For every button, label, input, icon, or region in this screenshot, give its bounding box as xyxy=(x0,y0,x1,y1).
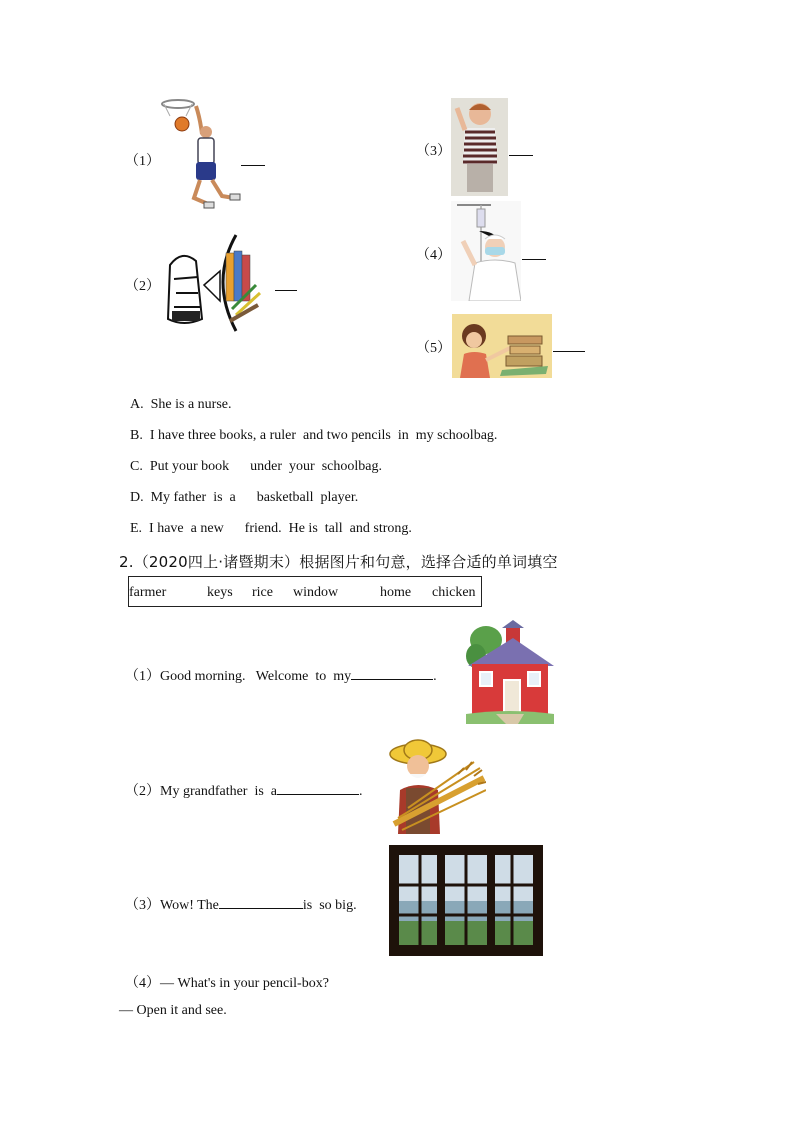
item-4-label: （4） xyxy=(416,248,451,263)
question-1-end: . xyxy=(433,669,437,684)
basketball-player-image xyxy=(156,98,242,214)
question-4-answer: — Open it and see. xyxy=(119,1003,227,1018)
word-rice: rice xyxy=(252,585,273,600)
girl-books-image xyxy=(452,314,552,378)
schoolbag-image xyxy=(162,231,268,333)
question-2-label: （2） xyxy=(125,784,160,799)
question-1-blank[interactable] xyxy=(351,667,433,680)
word-chicken: chicken xyxy=(432,585,476,600)
question-4 xyxy=(125,972,329,992)
question-2-blank[interactable] xyxy=(277,782,359,795)
question-4-label: （4） xyxy=(125,976,160,991)
question-1 xyxy=(125,665,437,685)
item-5-blank[interactable] xyxy=(553,351,585,352)
question-2-text: My grandfather is a xyxy=(160,784,278,799)
question-1-label: （1） xyxy=(125,669,160,684)
window-image xyxy=(389,845,543,956)
word-keys: keys xyxy=(207,585,233,600)
question-1-text: Good morning. Welcome to my xyxy=(160,669,352,684)
item-3-blank[interactable] xyxy=(509,155,533,156)
item-4-blank[interactable] xyxy=(522,259,546,260)
question-2 xyxy=(125,780,363,800)
question-3-text: Wow! The xyxy=(160,898,219,913)
word-bank xyxy=(128,576,482,607)
section-2-heading: 2.（2020四上·诸暨期末）根据图片和句意，选择合适的单词填空 xyxy=(119,553,558,571)
word-home: home xyxy=(380,585,412,600)
option-e: E. I have a new friend. He is tall and strong. xyxy=(130,521,412,536)
item-1-blank[interactable] xyxy=(241,165,265,166)
word-farmer: farmer xyxy=(129,585,167,600)
house-image xyxy=(466,620,554,724)
item-5-label: （5） xyxy=(416,341,451,356)
item-1-label: （1） xyxy=(125,154,160,169)
word-window: window xyxy=(293,585,339,600)
question-3-end: is so big. xyxy=(302,898,357,913)
option-a: A. She is a nurse. xyxy=(130,397,232,412)
question-4-text: — What's in your pencil-box? xyxy=(160,976,329,991)
question-3 xyxy=(125,894,357,914)
item-3-label: （3） xyxy=(416,144,451,159)
question-3-label: （3） xyxy=(125,898,160,913)
nurse-photo xyxy=(451,201,521,301)
option-b: B. I have three books, a ruler and two pencils in my schoolbag. xyxy=(130,428,498,443)
option-c: C. Put your book under your schoolbag. xyxy=(130,459,382,474)
item-2-label: （2） xyxy=(125,279,160,294)
item-2-blank[interactable] xyxy=(275,290,297,291)
boy-photo xyxy=(451,98,508,196)
question-2-end: . xyxy=(359,784,363,799)
option-d: D. My father is a basketball player. xyxy=(130,490,359,505)
farmer-image xyxy=(388,738,486,834)
question-3-blank[interactable] xyxy=(219,896,303,909)
